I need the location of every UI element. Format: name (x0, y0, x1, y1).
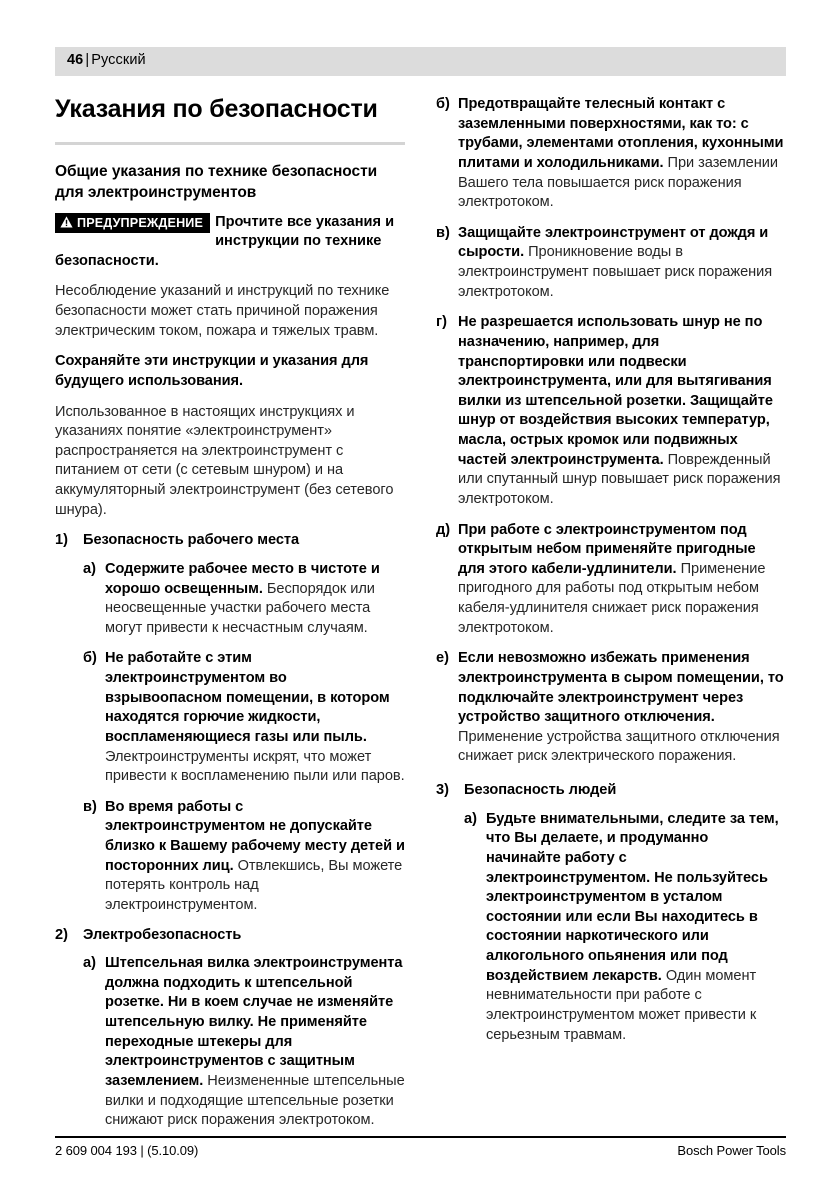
lettered-list-1 (83, 560, 405, 916)
footer-brand: Bosch Power Tools (677, 1143, 786, 1158)
item-bold: Будьте внимательными, следите за тем, что Вы делаете, и продуманно начинайте работу с электроинструментом. Не пользуйтесь электроинструментом в усталом состоянии или если Вы находитесь в состоянии наркотического или алкогольного опьянения или под воздействием лекарств. (486, 810, 779, 984)
item-bold: Предотвращайте телесный контакт с заземленными поверхностями, как то: с трубами, элементами отопления, кухонными плитами и холодильниками. (458, 96, 784, 171)
scope-paragraph: Использованное в настоящих инструкциях и указаниях понятие «электроинструмент» распространяется на электроинструмент с питанием от сети (с сетевым шнуром) и на аккумуляторный электроинструмент (без сетевого шнура). (55, 403, 394, 518)
item-bold: Штепсельная вилка электроинструмента должна подходить к штепсельной розетке. Ни в коем случае не изменяйте штепсельную вилку. Не применяйте переходные штекеры для электроинструментов с защитным заземлением. (105, 955, 403, 1089)
list-item (83, 954, 405, 1131)
letter-marker: в) (83, 798, 97, 815)
title-divider (55, 142, 405, 145)
running-header (55, 47, 786, 76)
header-language: Русский (91, 52, 146, 68)
item-rest: При заземлении Вашего тела повышается риск поражения электротоком. (458, 154, 778, 211)
header-separator: | (85, 52, 90, 68)
list-item (436, 224, 786, 303)
list-item (83, 560, 405, 639)
lettered-list-2a (83, 954, 405, 1131)
left-column (55, 95, 405, 1141)
warning-badge (55, 213, 210, 233)
list-item (436, 521, 786, 639)
item-rest: Применение устройства защитного отключения снижает риск электрического поражения. (458, 728, 780, 765)
list-item (436, 313, 786, 509)
page-title: Указания по безопасности (55, 95, 378, 123)
item-bold: Во время работы с электроинструментом не допускайте близко к Вашему рабочему месту детей и посторонних лиц. (105, 798, 405, 874)
warning-badge-label: ПРЕДУПРЕЖДЕНИЕ (77, 215, 204, 230)
item-bold: При работе с электроинструментом под открытым небом применяйте пригодные для этого кабели-удлинители. (458, 521, 756, 577)
header-label (67, 52, 146, 68)
letter-marker: г) (436, 314, 447, 331)
letter-marker: а) (83, 955, 96, 972)
footer-divider (55, 1136, 786, 1138)
item-bold: Не работайте с этим электроинструментом во взрывоопасном помещении, в котором находятся горючие жидкости, воспламеняющиеся газы или пыль. (105, 650, 390, 745)
item-rest: Беспорядок или неосвещенные участки рабочего места могут привести к несчастным случаям. (105, 580, 375, 636)
right-column (436, 95, 786, 1055)
footer-document-code: 2 609 004 193 | (5.10.09) (55, 1143, 199, 1158)
letter-marker: а) (83, 560, 96, 577)
keep-instructions-bold: Сохраняйте эти инструкции и указания для будущего использования. (55, 353, 369, 389)
item-bold: Не разрешается использовать шнур не по назначению, например, для транспортировки или подвески электроинструмента, или для вытягивания вилки из штепсельной розетки. Защищайте шнур от воздействия высоких температур, масла, острых кромок или подвижных частей электроинструмента. (458, 314, 773, 468)
section-heading: Общие указания по технике безопасности для электроинструментов (55, 162, 378, 201)
warning-rest-paragraph: Несоблюдение указаний и инструкций по технике безопасности может стать причиной поражения электрическим током, пожара и тяжелых травм. (55, 283, 390, 339)
item-rest: Проникновение воды в электроинструмент повышает риск поражения электротоком. (458, 244, 773, 300)
item-rest: Применение пригодного для работы под открытым небом кабеля-удлинителя снижает риск поражения электротоком. (458, 560, 766, 636)
list-item (83, 798, 405, 916)
numbered-title: Безопасность людей (464, 782, 617, 798)
numbered-marker: 3) (436, 782, 449, 798)
letter-marker: д) (436, 521, 451, 538)
numbered-section-2 (55, 926, 405, 1131)
item-rest: Электроинструменты искрят, что может привести к воспламенению пыли или паров. (105, 748, 405, 785)
lettered-list-2b (436, 95, 786, 767)
list-item (464, 810, 786, 1046)
letter-marker: е) (436, 650, 449, 667)
item-rest: Отвлекшись, Вы можете потерять контроль над электроинструментом. (105, 857, 403, 913)
right-numbered-list (436, 781, 786, 1045)
item-bold: Содержите рабочее место в чистоте и хорошо освещенным. (105, 560, 380, 597)
item-bold: Если невозможно избежать применения электроинструмента в сыром помещении, то подключайте электроинструмент через устройство защитного отключения. (458, 650, 784, 726)
letter-marker: в) (436, 224, 450, 241)
numbered-title: Безопасность рабочего места (83, 532, 300, 549)
list-item (436, 95, 786, 213)
list-item (83, 649, 405, 786)
warning-block (55, 213, 405, 272)
page-number: 46 (67, 52, 84, 68)
keep-instructions-paragraph (55, 352, 405, 391)
numbered-marker: 1) (55, 532, 68, 549)
numbered-title: Электробезопасность (83, 926, 242, 943)
item-bold: Защищайте электроинструмент от дождя и сырости. (458, 224, 769, 261)
letter-marker: б) (83, 650, 97, 667)
numbered-marker: 2) (55, 926, 68, 943)
item-rest: Неизмененные штепсельные вилки и подходящие штепсельные розетки снижают риск поражения электротоком. (105, 1072, 405, 1129)
item-rest: Поврежденный или спутанный шнур повышает риск поражения электротоком. (458, 451, 781, 507)
lettered-list-3 (464, 810, 786, 1046)
letter-marker: а) (464, 810, 477, 827)
letter-marker: б) (436, 96, 450, 112)
item-rest: Один момент невнимательности при работе с электроинструментом может привести к серьезным травмам. (486, 967, 757, 1043)
numbered-section-1 (55, 531, 405, 915)
warning-triangle-icon (60, 216, 73, 228)
numbered-section-3 (436, 781, 786, 1045)
left-numbered-list (55, 531, 405, 1131)
warning-lead-bold: Прочтите все указания и инструкции по технике безопасности. (55, 213, 395, 269)
list-item (436, 649, 786, 767)
